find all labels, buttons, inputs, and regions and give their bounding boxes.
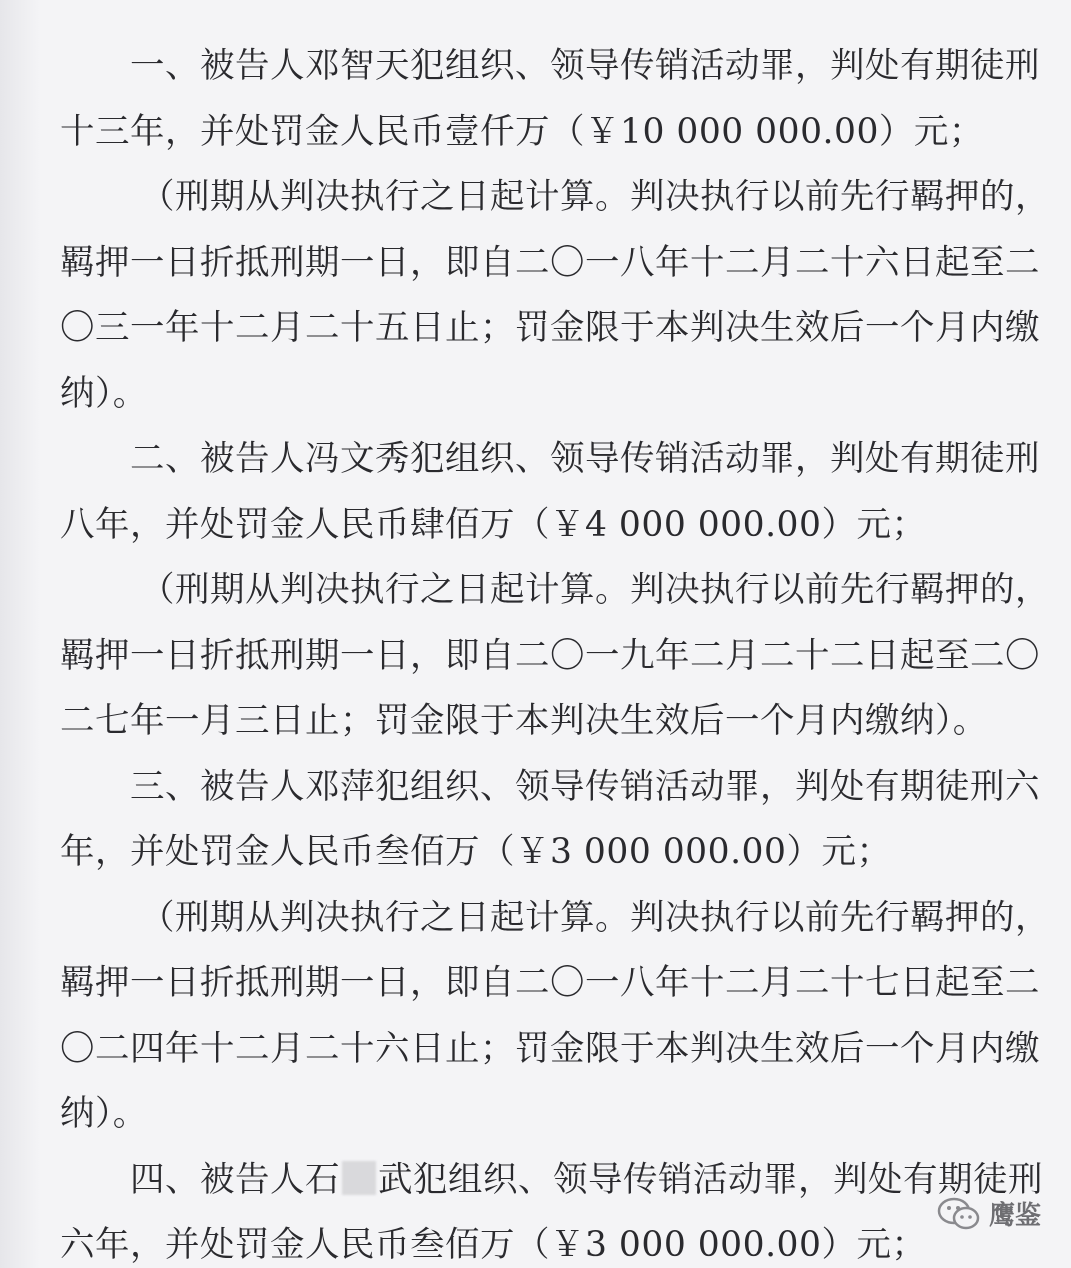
text-line: （刑期从判决执行之日起计算。判决执行以前先行羁押的， — [140, 177, 1050, 217]
text-line: 六年，并处罚金人民币叁佰万（￥3 000 000.00）元； — [60, 1225, 927, 1265]
redacted-name — [342, 1161, 376, 1195]
text-line: 羁押一日折抵刑期一日，即自二〇一八年十二月二十七日起至二 — [60, 963, 1040, 1003]
text-line: 羁押一日折抵刑期一日，即自二〇一九年二月二十二日起至二〇 — [60, 635, 1040, 676]
text-line: 纳）。 — [60, 373, 148, 414]
item4-before: 四、被告人石 — [130, 1159, 340, 1200]
watermark — [937, 1195, 1041, 1232]
text-line: 〇二四年十二月二十六日止；罚金限于本判决生效后一个月内缴 — [60, 1028, 1040, 1069]
text-line: 一、被告人邓智天犯组织、领导传销活动罪，判处有期徒刑 — [130, 46, 1040, 86]
text-line: 羁押一日折抵刑期一日，即自二〇一八年十二月二十六日起至二 — [60, 242, 1040, 283]
text-line-item4 — [60, 1148, 1043, 1214]
text-line: 二七年一月三日止；罚金限于本判决生效后一个月内缴纳）。 — [60, 701, 988, 741]
text-line: （刑期从判决执行之日起计算。判决执行以前先行羁押的， — [140, 570, 1050, 610]
text-line: 二、被告人冯文秀犯组织、领导传销活动罪，判处有期徒刑 — [130, 439, 1040, 479]
text-line: 三、被告人邓萍犯组织、领导传销活动罪，判处有期徒刑六 — [130, 766, 1040, 807]
page-shadow — [0, 0, 40, 1268]
watermark-text: 鹰鉴 — [988, 1201, 1041, 1231]
text-line: 〇三一年十二月二十五日止；罚金限于本判决生效后一个月内缴 — [60, 308, 1040, 348]
text-line: （刑期从判决执行之日起计算。判决执行以前先行羁押的， — [140, 897, 1050, 938]
text-line: 年，并处罚金人民币叁佰万（￥3 000 000.00）元； — [60, 832, 892, 872]
text-line: 八年，并处罚金人民币肆佰万（￥4 000 000.00）元； — [60, 504, 927, 545]
text-line: 十三年，并处罚金人民币壹仟万（￥10 000 000.00）元； — [60, 111, 984, 152]
wechat-icon — [937, 1196, 981, 1232]
text-line: 纳）。 — [60, 1094, 148, 1134]
item4-after: 武犯组织、领导传销活动罪，判处有期徒刑 — [378, 1159, 1043, 1200]
